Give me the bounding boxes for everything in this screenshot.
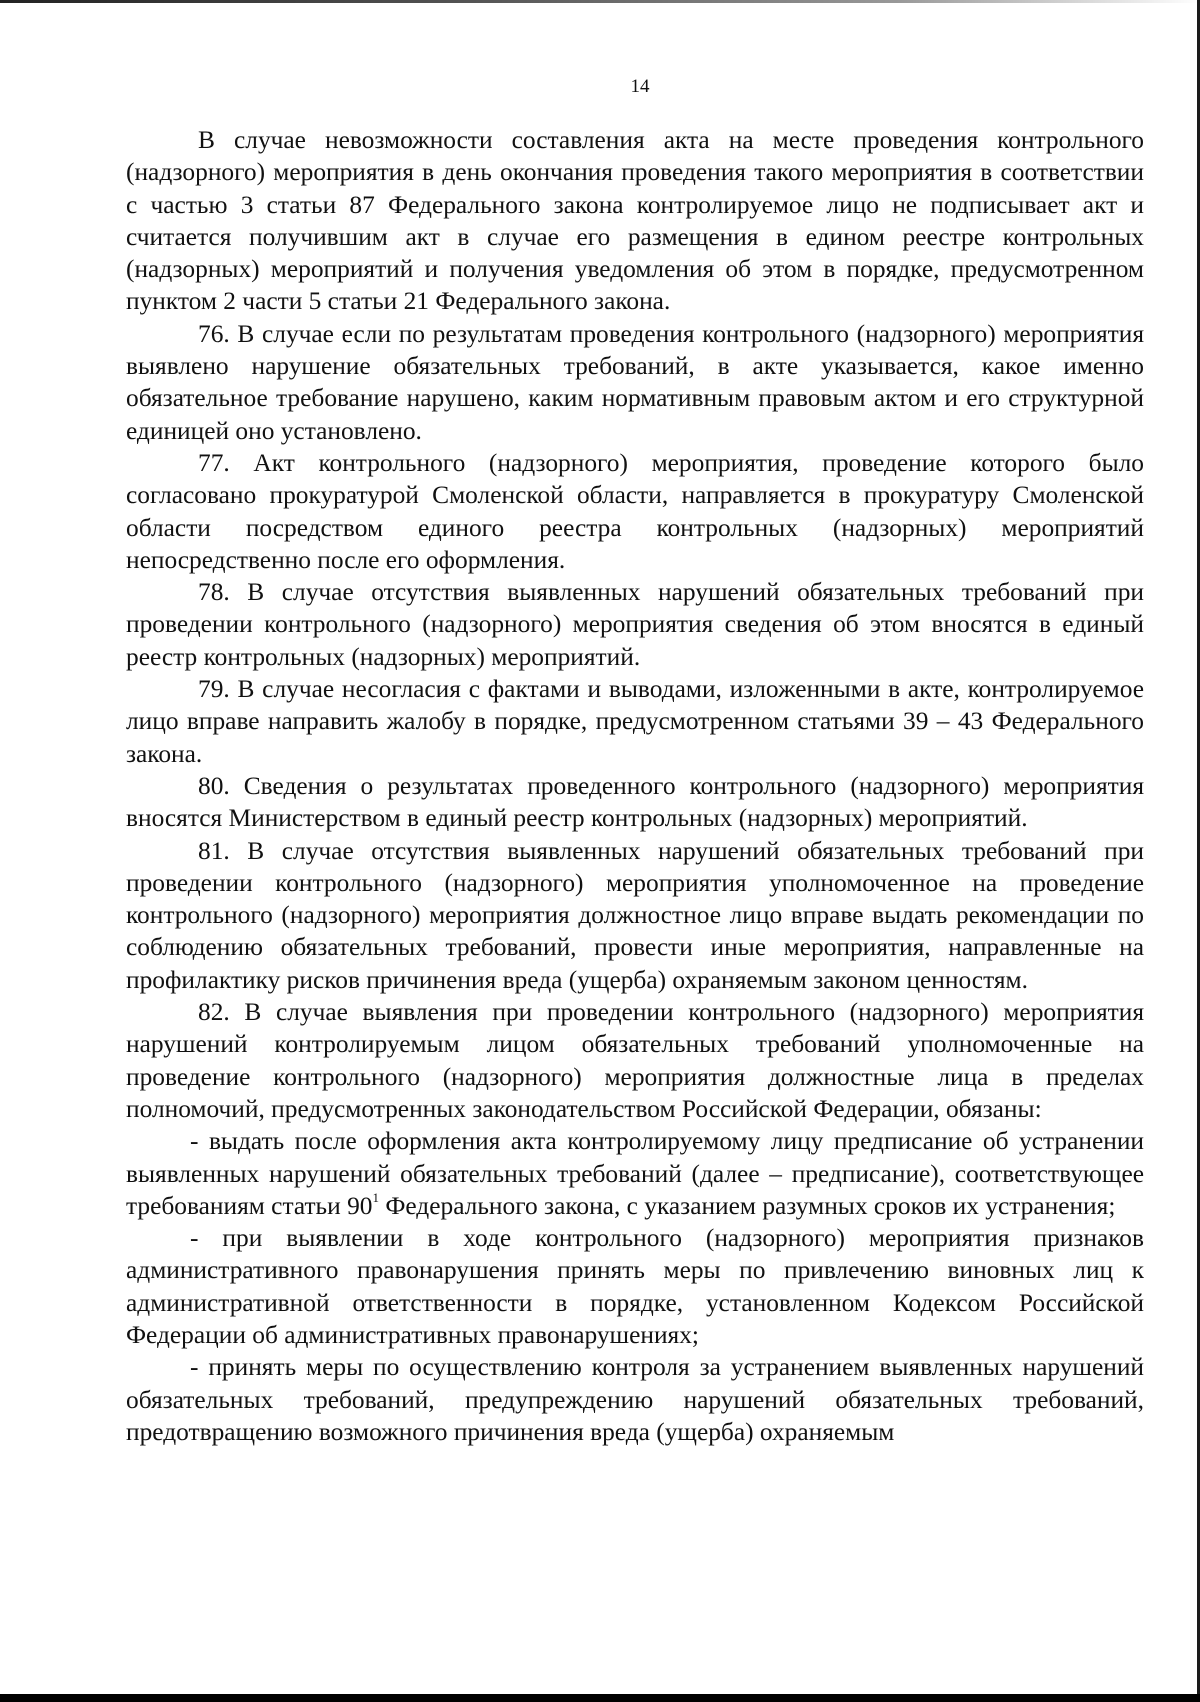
paragraph-81: 81. В случае отсутствия выявленных нарушений обязательных требований при проведении контрольного (надзорного) мероприятия уполномоченное на проведение контрольного (надзорного) мероприятия должностное лицо вправе выдать рекомендации по соблюдению обязательных требований, провести иные мероприятия, направленные на профилактику рисков причинения вреда (ущерба) охраняемым законом ценностям. <box>126 836 1144 994</box>
scan-top-edge <box>0 0 1200 3</box>
paragraph-80: 80. Сведения о результатах проведенного контрольного (надзорного) мероприятия вносятся Министерством в единый реестр контрольных (надзорных) мероприятий. <box>126 771 1144 833</box>
paragraph-82: 82. В случае выявления при проведении контрольного (надзорного) мероприятия нарушений контролируемым лицом обязательных требований уполномоченные на проведение контрольного (надзорного) мероприятия должностные лица в пределах полномочий, предусмотренных законодательством Российской Федерации, обязаны: <box>126 998 1144 1123</box>
bullet-administrative-measures: - при выявлении в ходе контрольного (надзорного) мероприятия признаков административного правонарушения принять меры по привлечению виновных лиц к административной ответственности в порядке, установленном Кодексом Российской Федерации об административных правонарушениях; <box>126 1224 1144 1349</box>
bullet-issue-order <box>126 1125 1144 1222</box>
bullet-control-measures: - принять меры по осуществлению контроля за устранением выявленных нарушений обязательных требований, предупреждению нарушений обязательных требований, предотвращению возможного причинения вреда (ущерба) охраняемым <box>126 1353 1144 1446</box>
paragraph-78: 78. В случае отсутствия выявленных нарушений обязательных требований при проведении контрольного (надзорного) мероприятия сведения об этом вносятся в единый реестр контрольных (надзорных) мероприятий. <box>126 578 1144 671</box>
bullet-issue-order-text-end: Федерального закона, с указанием разумных сроков их устранения; <box>378 1191 1116 1220</box>
page-number: 14 <box>630 76 650 97</box>
document-body <box>126 124 1144 1448</box>
paragraph-continuation: В случае невозможности составления акта на месте проведения контрольного (надзорного) мероприятия в день окончания проведения такого мероприятия в соответствии с частью 3 статьи 87 Федерального закона контролируемое лицо не подписывает акт и считается получившим акт в случае его размещения в едином реестре контрольных (надзорных) мероприятий и получения уведомления об этом в порядке, предусмотренном пунктом 2 части 5 статьи 21 Федерального закона. <box>126 126 1144 316</box>
scan-bottom-edge <box>0 1694 1200 1702</box>
paragraph-76: 76. В случае если по результатам проведения контрольного (надзорного) мероприятия выявлено нарушение обязательных требований, в акте указывается, какое именно обязательное требование нарушено, каким нормативным правовым актом и его структурной единицей оно установлено. <box>126 319 1144 445</box>
paragraph-79: 79. В случае несогласия с фактами и выводами, изложенными в акте, контролируемое лицо вправе направить жалобу в порядке, предусмотренном статьями 39 – 43 Федерального закона. <box>126 675 1144 768</box>
bullet-issue-order-text: - выдать после оформления акта контролируемому лицу предписание об устранении выявленных нарушений обязательных требований (далее – предписание), соответствующее требованиям статьи 90 <box>126 1127 1144 1220</box>
article-superscript: 1 <box>372 1189 379 1205</box>
paragraph-77: 77. Акт контрольного (надзорного) мероприятия, проведение которого было согласовано прокуратурой Смоленской области, направляется в прокуратуру Смоленской области посредством единого реестра контрольных (надзорных) мероприятий непосредственно после его оформления. <box>126 448 1144 574</box>
